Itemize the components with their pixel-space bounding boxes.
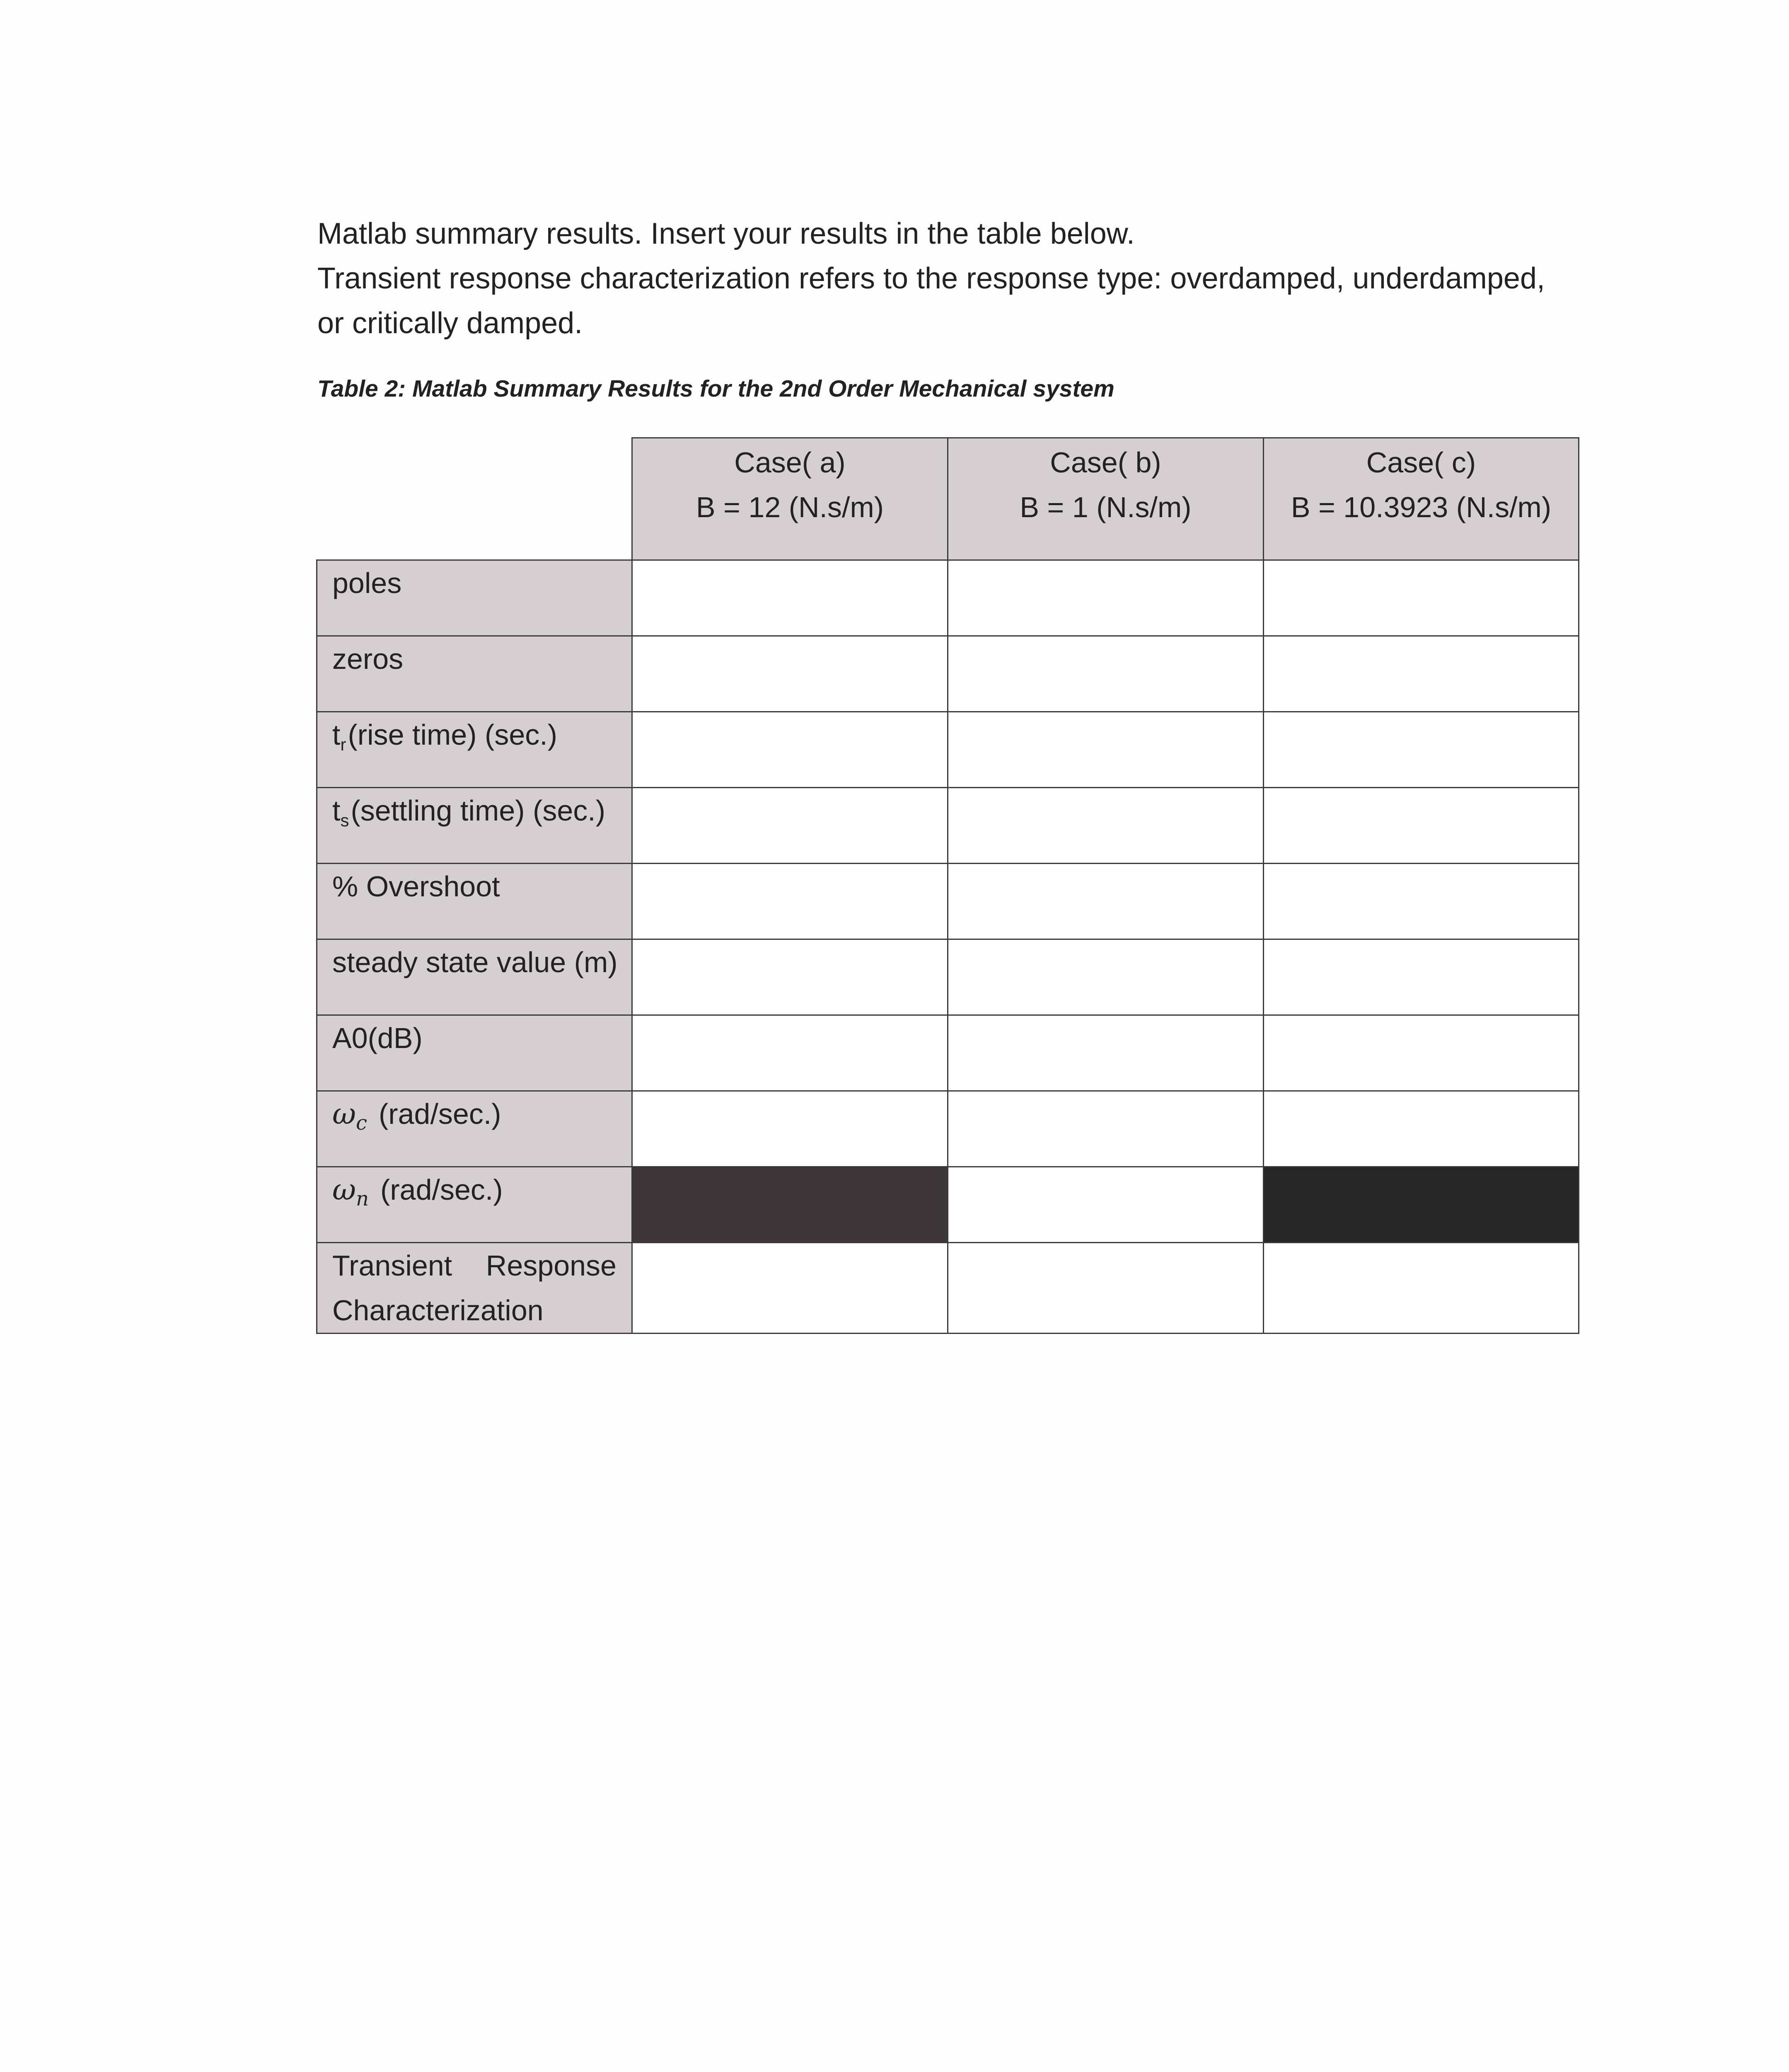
row-label-zeros [316, 635, 633, 712]
cell-transient-a[interactable] [631, 1242, 948, 1334]
cell-steady-state-c[interactable] [1263, 939, 1579, 1016]
cell-omega-n-a-blocked [631, 1166, 948, 1243]
cell-overshoot-a[interactable] [631, 863, 948, 940]
row-label-rest: (rise time) (sec.) [348, 719, 558, 751]
cell-omega-c-c[interactable] [1263, 1090, 1579, 1167]
row-label-text: A0(dB) [332, 1022, 423, 1054]
row-label-subscript: s [340, 811, 349, 830]
cell-overshoot-c[interactable] [1263, 863, 1579, 940]
header-case-c-damping: B = 10.3923 (N.s/m) [1291, 491, 1552, 523]
cell-poles-b[interactable] [947, 559, 1264, 637]
cell-omega-c-b[interactable] [947, 1090, 1264, 1167]
row-label-poles [316, 559, 633, 637]
header-case-a-damping: B = 12 (N.s/m) [696, 491, 884, 523]
cell-a0-c[interactable] [1263, 1014, 1579, 1092]
cell-zeros-c[interactable] [1263, 635, 1579, 712]
omega-subscript: c [356, 1111, 367, 1135]
cell-rise-time-b[interactable] [947, 711, 1264, 788]
row-label-text: steady state value (m) [332, 946, 618, 978]
cell-zeros-b[interactable] [947, 635, 1264, 712]
cell-omega-n-b[interactable] [947, 1166, 1264, 1243]
cell-overshoot-b[interactable] [947, 863, 1264, 940]
cell-rise-time-a[interactable] [631, 711, 948, 788]
omega-symbol: ω [332, 1097, 356, 1131]
cell-a0-b[interactable] [947, 1014, 1264, 1092]
row-label-prefix: t [332, 719, 341, 751]
instruction-line-1: Matlab summary results. Insert your results in the table below. [317, 217, 1135, 250]
cell-poles-c[interactable] [1263, 559, 1579, 637]
row-label-omega-n [316, 1166, 633, 1243]
cell-transient-c[interactable] [1263, 1242, 1579, 1334]
cell-rise-time-c[interactable] [1263, 711, 1579, 788]
header-case-a [631, 437, 948, 561]
cell-settling-time-a[interactable] [631, 787, 948, 864]
row-label-rest: (rad/sec.) [380, 1174, 503, 1206]
row-label-word-2: Response [486, 1249, 616, 1282]
header-case-c [1263, 437, 1579, 561]
row-label-line-1 [332, 1243, 631, 1288]
row-label-word-1: Transient [332, 1249, 452, 1282]
row-label-text: % Overshoot [332, 870, 500, 903]
row-label-rest: (settling time) (sec.) [351, 794, 606, 827]
row-label-line-2: Characterization [332, 1294, 544, 1326]
instructions [317, 211, 1602, 346]
header-case-a-title: Case( a) [734, 446, 846, 479]
row-label-subscript: r [340, 735, 346, 754]
cell-poles-a[interactable] [631, 559, 948, 637]
instruction-line-2: Transient response characterization refers to the response type: overdamped, underdamped, [317, 262, 1545, 295]
row-label-prefix: t [332, 794, 341, 827]
table-caption: Table 2: Matlab Summary Results for the 2nd Order Mechanical system [317, 375, 1114, 402]
row-label-text: poles [332, 567, 402, 599]
cell-a0-a[interactable] [631, 1014, 948, 1092]
omega-symbol: ω [332, 1173, 356, 1207]
row-label-overshoot [316, 863, 633, 940]
row-label-transient-response [316, 1242, 633, 1334]
cell-transient-b[interactable] [947, 1242, 1264, 1334]
cell-steady-state-b[interactable] [947, 939, 1264, 1016]
row-label-text: zeros [332, 643, 404, 675]
header-case-b-damping: B = 1 (N.s/m) [1020, 491, 1192, 523]
omega-subscript: n [356, 1187, 369, 1210]
cell-settling-time-b[interactable] [947, 787, 1264, 864]
row-label-rise-time [316, 711, 633, 788]
row-label-rest: (rad/sec.) [378, 1098, 501, 1130]
row-label-steady-state [316, 939, 633, 1016]
header-case-b [947, 437, 1264, 561]
omega-c-symbol [332, 1097, 367, 1135]
header-case-b-title: Case( b) [1050, 446, 1161, 479]
omega-n-symbol [332, 1173, 369, 1210]
cell-zeros-a[interactable] [631, 635, 948, 712]
cell-steady-state-a[interactable] [631, 939, 948, 1016]
header-case-c-title: Case( c) [1366, 446, 1476, 479]
instruction-line-3: or critically damped. [317, 307, 583, 340]
row-label-omega-c [316, 1090, 633, 1167]
cell-settling-time-c[interactable] [1263, 787, 1579, 864]
row-label-settling-time [316, 787, 633, 864]
row-label-a0 [316, 1014, 633, 1092]
cell-omega-c-a[interactable] [631, 1090, 948, 1167]
cell-omega-n-c-blocked [1263, 1166, 1579, 1243]
